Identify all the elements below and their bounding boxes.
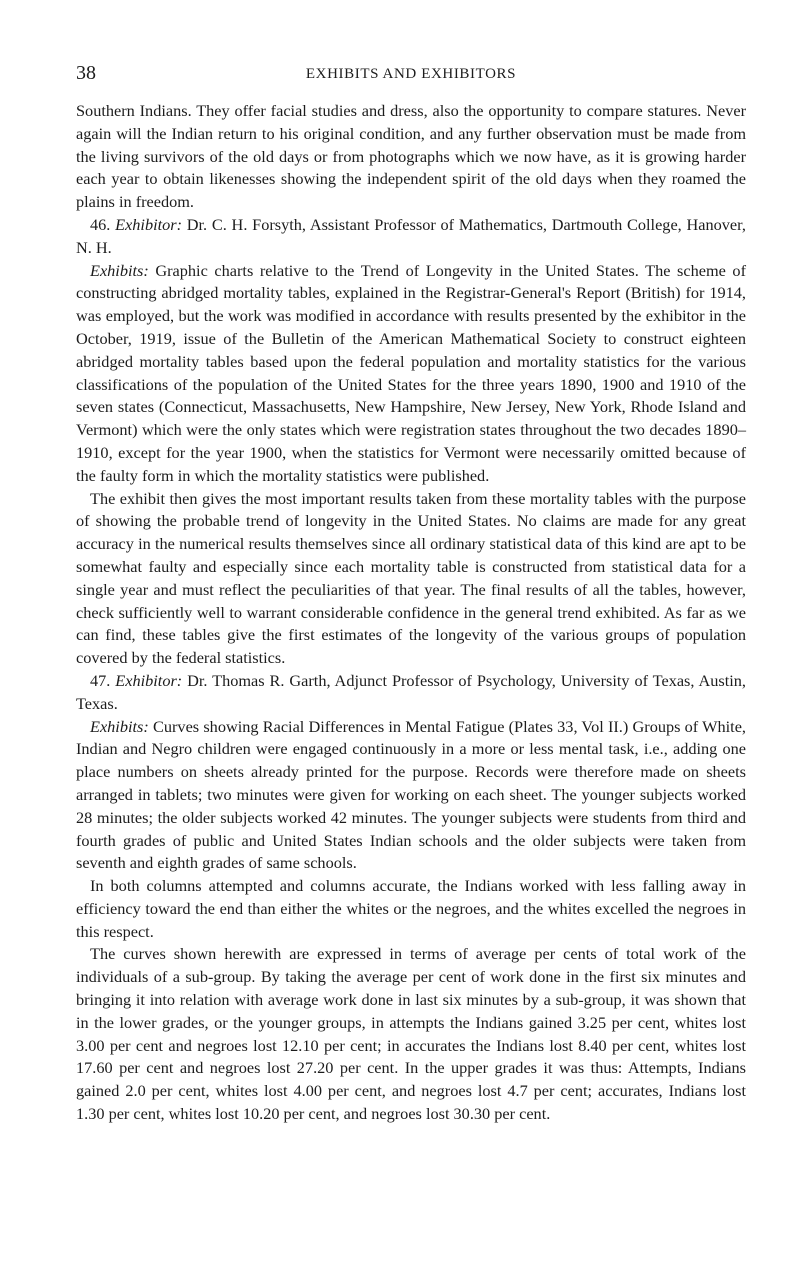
entry-number: 47. (90, 670, 111, 690)
entry-47-exhibits (76, 716, 746, 876)
body-text (76, 100, 746, 1126)
exhibitor-label: Exhibitor: (115, 214, 183, 234)
entry-46-paragraph: The exhibit then gives the most important results taken from these mortality tables with the purpose of showing the probable trend of longevity in the United States. No claims are made for any great accuracy in the numerical results themselves since all ordinary statistical data of this kind are apt to be somewhat faulty and especially since each mortality table is constructed from statistical data for a single year and must reflect the peculiarities of that year. The final results of all the tables, however, check sufficiently well to warrant considerable confidence in the general trend exhibited. As far as we can find, these tables give the first estimates of the longevity of the various groups of population covered by the federal statistics. (76, 488, 746, 668)
exhibits-label: Exhibits: (90, 260, 149, 280)
entry-number: 46. (90, 214, 111, 234)
page-number: 38 (76, 62, 96, 84)
entry-47-paragraph: The curves shown herewith are expressed in terms of average per cents of total work of the individuals of a sub-group. By taking the average per cent of work done in the first six minutes and bringing it into relation with average work done in last six minutes by a sub-group, it was shown that in the lower grades, or the younger groups, in attempts the Indians gained 3.25 per cent, whites lost 3.00 per cent and negroes lost 12.10 per cent; in accurates the Indians lost 8.40 per cent, whites lost 17.60 per cent and negroes lost 27.20 per cent. In the upper grades it was thus: Attempts, Indians gained 2.0 per cent, whites lost 4.00 per cent, and negroes lost 4.7 per cent; accurates, Indians lost 1.30 per cent, whites lost 10.20 per cent, and negroes lost 30.30 per cent. (76, 944, 746, 1124)
entry-47-exhibitor (76, 670, 746, 716)
entry-46-exhibitor (76, 214, 746, 260)
exhibitor-text: Dr. C. H. Forsyth, Assistant Professor of Mathematics, Dartmouth College, Hanover, N. H. (76, 214, 746, 257)
exhibits-text: Graphic charts relative to the Trend of Longevity in the United States. The scheme of constructing abridged mortality tables, explained in the Registrar-General's Report (British) for 1914, was employed, but the work was modified in accordance with results presented by the exhibitor in the October, 1919, issue of the Bulletin of the American Mathematical Society to construct eighteen abridged mortality tables based upon the federal population and mortality statistics for the various classifications of the population of the United States for the three years 1890, 1900 and 1910 of the seven states (Connecticut, Massachusetts, New Hampshire, New Jersey, New York, Rhode Island and Vermont) which were the only states which were registration states throughout the two decades 1890–1910, except for the year 1900, when the statistics for Vermont were necessarily omitted because of the faulty form in which the mortality statistics were published. (76, 260, 746, 485)
running-head (76, 60, 746, 86)
exhibitor-label: Exhibitor: (115, 670, 183, 690)
exhibitor-text: Dr. Thomas R. Garth, Adjunct Professor of Psychology, University of Texas, Austin, Texas. (76, 670, 746, 713)
entry-47-paragraph: In both columns attempted and columns accurate, the Indians worked with less falling away in efficiency toward the end than either the whites or the negroes, and the whites excelled the negroes in this respect. (76, 876, 746, 941)
running-title: EXHIBITS AND EXHIBITORS (305, 66, 517, 82)
paragraph-southern-indians: Southern Indians. They offer facial studies and dress, also the opportunity to compare statures. Never again will the Indian return to his original condition, and any further observation must be made from the living survivors of the old days or from photographs which we now have, as it is growing harder each year to obtain likenesses showing the independent spirit of the old days when they roamed the plains in freedom. (76, 101, 746, 212)
exhibits-label: Exhibits: (90, 716, 149, 736)
exhibits-text: Curves showing Racial Differences in Mental Fatigue (Plates 33, Vol II.) Groups of White, Indian and Negro children were engaged continuously in a more or less mental task, i.e., adding one place numbers on sheets already printed for the purpose. Records were therefore made on sheets arranged in tablets; two minutes were given for working on each sheet. The younger subjects worked 28 minutes; the older subjects worked 42 minutes. The younger subjects were students from third and fourth grades of public and United States Indian schools and the older subjects were taken from seventh and eighth grades of same schools. (76, 716, 746, 873)
entry-46-exhibits (76, 260, 746, 488)
